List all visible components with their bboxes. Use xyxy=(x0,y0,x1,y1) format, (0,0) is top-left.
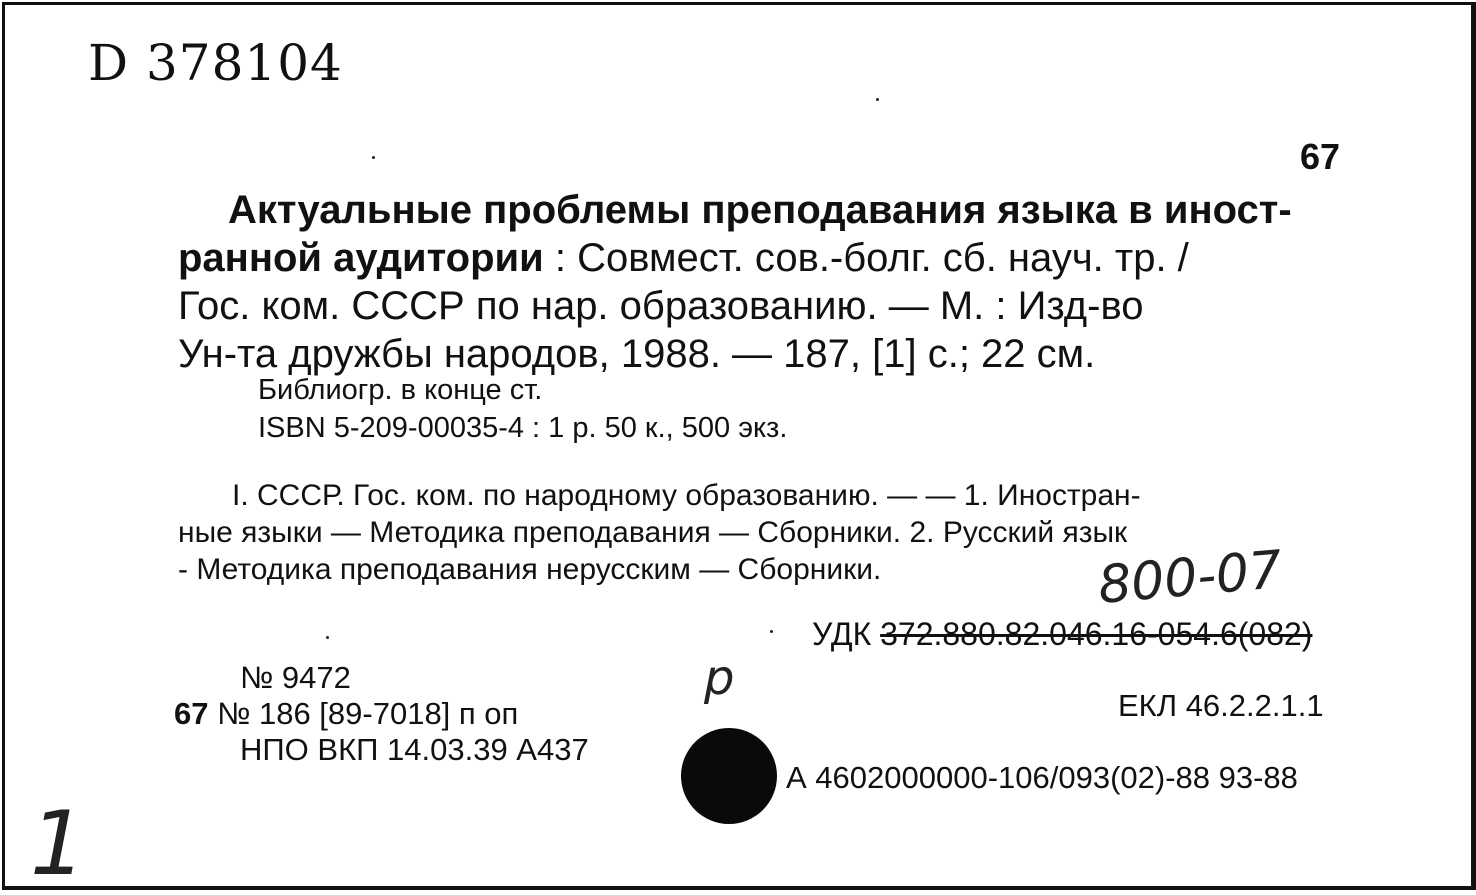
registry-line-2 xyxy=(174,696,518,732)
registry-line-2-prefix: 67 xyxy=(174,696,209,731)
handwritten-number-one: 1 xyxy=(30,792,86,895)
title-line-2-bold: ранной аудитории xyxy=(178,236,544,280)
subject-line-2: ные языки — Методика преподавания — Сборники. 2. Русский язык xyxy=(178,516,1128,549)
registry-line-2-text: № 186 [89-7018] п оп xyxy=(208,696,519,731)
ekl-code: ЕКЛ 46.2.2.1.1 xyxy=(1118,688,1324,723)
registry-line-1: № 9472 xyxy=(240,660,351,695)
subject-line-1: I. СССР. Гос. ком. по народному образованию. — — 1. Иностран- xyxy=(232,479,1141,512)
title-line-1: Актуальные проблемы преподавания языка в иност- xyxy=(228,188,1292,232)
handwritten-mark-p: р xyxy=(704,650,735,706)
registry-line-3: НПО ВКП 14.03.39 А437 xyxy=(240,732,589,767)
subject-line-3: - Методика преподавания нерусским — Сборники. xyxy=(178,553,882,586)
speck xyxy=(770,630,773,633)
handwritten-classification: 800-07 xyxy=(1095,540,1285,616)
title-line-2 xyxy=(178,234,1189,282)
speck xyxy=(372,156,375,159)
udk-value: 372.880.82.046.16-054.6(082) xyxy=(880,616,1313,652)
publisher-code: А 4602000000-106/093(02)-88 93-88 xyxy=(786,760,1298,795)
udk-line xyxy=(812,616,1312,653)
speck xyxy=(876,98,879,101)
top-number: 67 xyxy=(1300,136,1341,177)
title-line-2-rest: : Совмест. сов.-болг. сб. науч. тр. / xyxy=(543,236,1189,280)
title-line-3: Гос. ком. СССР по нар. образованию. — М. : Изд-во xyxy=(178,284,1144,328)
bibliography-note: Библиогр. в конце ст. xyxy=(258,374,543,406)
call-number: D 378104 xyxy=(88,34,343,92)
title-line-4: Ун-та дружбы народов, 1988. — 187, [1] с.; 22 см. xyxy=(178,332,1096,376)
speck xyxy=(326,636,329,639)
udk-label: УДК xyxy=(812,616,881,652)
punch-hole-dot xyxy=(681,728,777,824)
isbn-note: ISBN 5-209-00035-4 : 1 р. 50 к., 500 экз. xyxy=(258,412,788,444)
